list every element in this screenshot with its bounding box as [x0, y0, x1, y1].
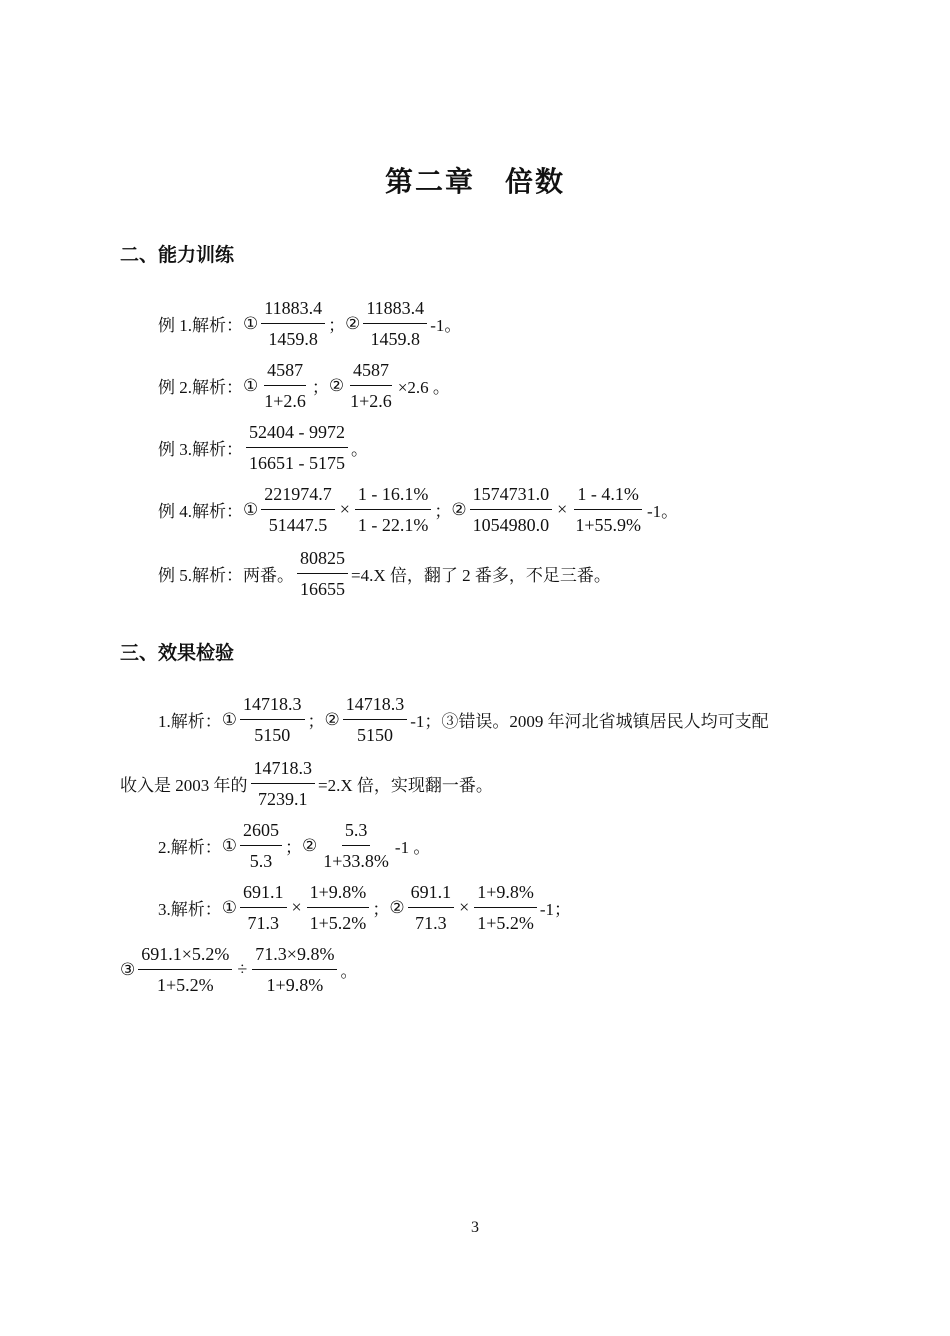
numerator: 2605	[240, 818, 282, 846]
example-3	[158, 420, 368, 475]
example-2	[158, 358, 450, 413]
fraction	[343, 692, 408, 747]
numerator: 221974.7	[261, 482, 335, 510]
fraction	[261, 296, 325, 351]
separator: ；	[328, 316, 346, 335]
numerator: 4587	[264, 358, 306, 386]
fraction	[138, 942, 232, 997]
circled-number: ②	[302, 835, 318, 855]
numerator: 1 - 16.1%	[355, 482, 432, 510]
expression-tail: -1；③错误。2009 年河北省城镇居民人均可支配	[410, 712, 769, 731]
denominator: 1+5.2%	[157, 975, 214, 995]
numerator: 14718.3	[240, 692, 305, 720]
circled-number: ②	[324, 709, 340, 729]
fraction	[251, 756, 316, 811]
denominator: 5150	[357, 725, 393, 745]
times-operator: ×	[459, 897, 470, 917]
example-label: 例 1.解析：	[158, 316, 243, 335]
page-number: 3	[471, 1219, 479, 1236]
expression-tail: =4.X 倍，翻了 2 番多，不足三番。	[351, 566, 611, 585]
example-5	[158, 546, 611, 601]
expression-tail: 。	[351, 440, 368, 459]
expression-tail: ×2.6 。	[397, 378, 450, 397]
fraction	[240, 880, 287, 935]
numerator: 14718.3	[251, 756, 316, 784]
expression-tail: 。	[340, 962, 358, 981]
times-operator: ×	[291, 897, 302, 917]
denominator: 71.3	[415, 913, 447, 933]
denominator: 5.3	[249, 851, 273, 871]
fraction	[347, 358, 395, 413]
separator: ；	[307, 712, 325, 731]
denominator: 16651 - 5175	[249, 453, 345, 473]
fraction	[355, 482, 432, 537]
times-operator: ×	[557, 499, 568, 519]
denominator: 1+9.8%	[266, 975, 324, 995]
example-label: 例 5.解析：两番。	[158, 566, 294, 585]
example-4	[158, 482, 678, 537]
example-label: 例 2.解析：	[158, 378, 243, 397]
separator: ；	[285, 838, 302, 857]
fraction	[320, 818, 392, 873]
numerator: 14718.3	[343, 692, 408, 720]
fraction	[408, 880, 455, 935]
circled-number: ①	[243, 313, 259, 333]
circled-number: ②	[345, 313, 361, 333]
denominator: 1054980.0	[472, 515, 550, 535]
denominator: 1+2.6	[350, 391, 392, 411]
denominator: 1+2.6	[264, 391, 306, 411]
fraction	[246, 420, 348, 475]
denominator: 1 - 22.1%	[357, 515, 429, 535]
separator: ；	[311, 378, 329, 397]
numerator: 4587	[350, 358, 392, 386]
fraction	[261, 358, 309, 413]
expression-tail: =2.X 倍，实现翻一番。	[318, 776, 493, 795]
denominator: 51447.5	[268, 515, 328, 535]
item-label: 1.解析：	[158, 712, 222, 731]
expression-tail: -1。	[430, 316, 462, 335]
denominator: 5150	[254, 725, 291, 745]
fraction	[240, 692, 305, 747]
numerator: 80825	[297, 546, 348, 574]
example-label: 例 3.解析：	[158, 440, 243, 459]
numerator: 1 - 4.1%	[574, 482, 642, 510]
circled-number: ②	[451, 499, 467, 519]
item-label: 3.解析：	[158, 900, 222, 919]
fraction	[470, 482, 553, 537]
check-item-3-continued	[120, 942, 357, 997]
section-heading-check: 三、效果检验	[120, 642, 235, 664]
fraction	[363, 296, 427, 351]
numerator: 1+9.8%	[307, 880, 370, 908]
numerator: 1+9.8%	[474, 880, 537, 908]
denominator: 1459.8	[268, 329, 318, 349]
numerator: 11883.4	[363, 296, 427, 324]
check-item-3	[158, 880, 571, 935]
numerator: 52404 - 9972	[246, 420, 348, 448]
section-heading-training: 二、能力训练	[120, 244, 235, 266]
check-item-1-continued	[120, 756, 493, 811]
times-operator: ×	[339, 499, 350, 519]
circled-number: ②	[328, 375, 345, 395]
circled-number: ②	[389, 897, 405, 917]
denominator: 1+55.9%	[575, 515, 641, 535]
circled-number: ①	[243, 375, 259, 395]
numerator: 691.1×5.2%	[138, 942, 232, 970]
separator: ；	[372, 900, 390, 919]
numerator: 691.1	[408, 880, 455, 908]
expression-tail: -1。	[646, 502, 679, 521]
circled-number: ①	[221, 709, 237, 729]
continuation-prefix: 收入是 2003 年的	[120, 776, 248, 795]
divide-operator: ÷	[237, 959, 248, 979]
denominator: 1+5.2%	[309, 913, 367, 933]
numerator: 11883.4	[261, 296, 325, 324]
circled-number: ③	[120, 959, 136, 979]
expression-tail: -1 。	[394, 838, 431, 857]
numerator: 71.3×9.8%	[252, 942, 337, 970]
example-1	[158, 296, 461, 351]
denominator: 1+33.8%	[323, 851, 389, 871]
denominator: 7239.1	[258, 789, 308, 809]
denominator: 71.3	[247, 913, 279, 933]
check-item-1	[158, 692, 769, 747]
fraction	[297, 546, 348, 601]
circled-number: ①	[243, 499, 259, 519]
fraction	[474, 880, 537, 935]
page-title: 第二章 倍数	[384, 167, 565, 198]
check-item-2	[158, 818, 430, 873]
circled-number: ①	[221, 897, 237, 917]
numerator: 1574731.0	[470, 482, 553, 510]
example-label: 例 4.解析：	[158, 502, 243, 521]
denominator: 1459.8	[370, 329, 421, 349]
expression-tail: -1；	[539, 900, 572, 919]
denominator: 1+5.2%	[477, 913, 534, 933]
separator: ；	[434, 502, 452, 521]
fraction	[572, 482, 644, 537]
denominator: 16655	[300, 579, 345, 599]
circled-number: ①	[221, 835, 237, 855]
item-label: 2.解析：	[158, 838, 222, 857]
fraction	[240, 818, 282, 873]
numerator: 691.1	[240, 880, 287, 908]
fraction	[307, 880, 370, 935]
fraction	[261, 482, 335, 537]
numerator: 5.3	[342, 818, 371, 846]
fraction	[252, 942, 337, 997]
